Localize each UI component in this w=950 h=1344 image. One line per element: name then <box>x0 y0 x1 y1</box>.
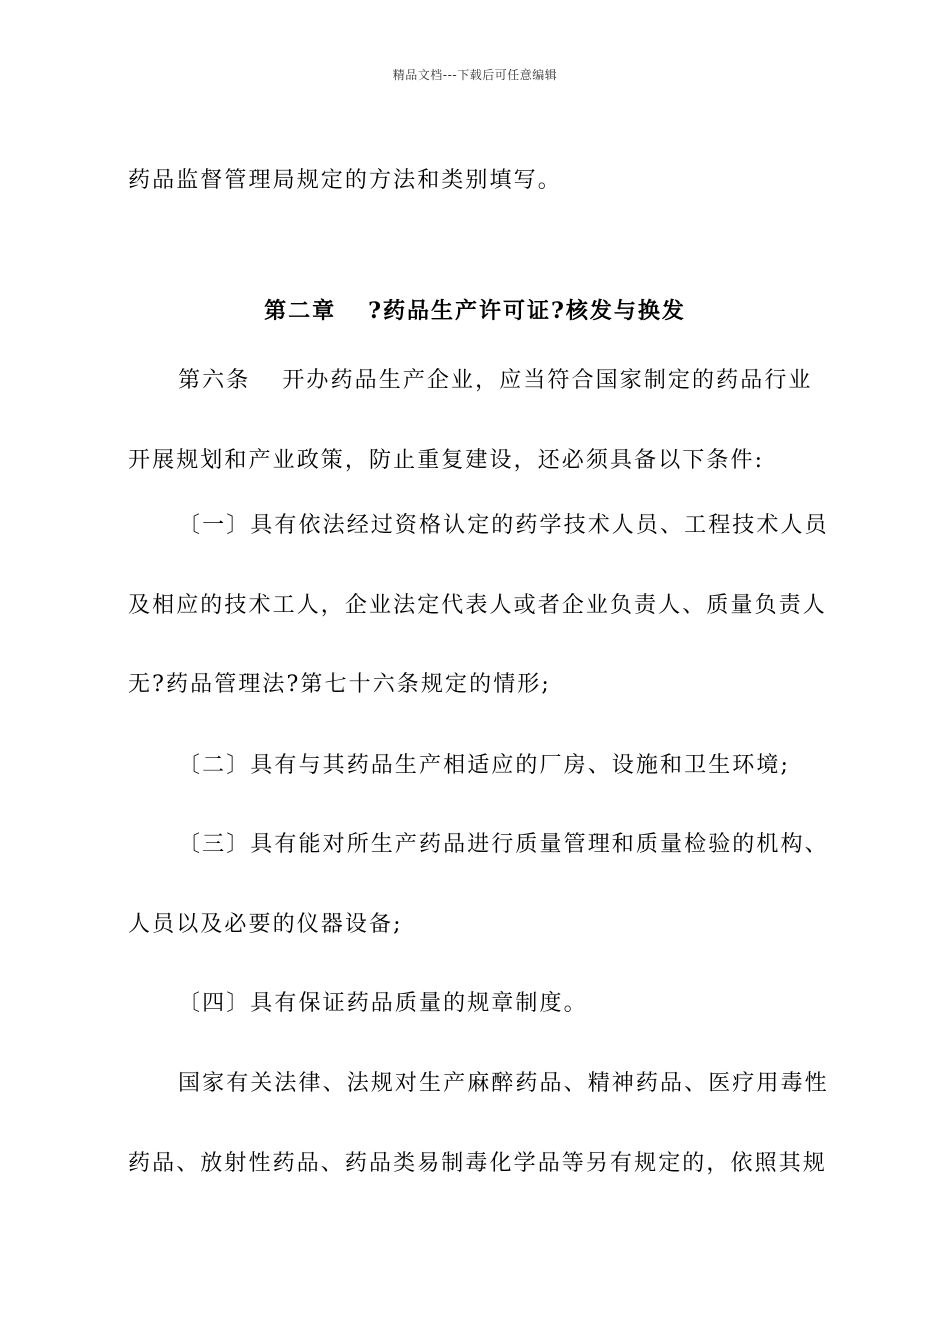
paragraph-line: 〔二〕具有与其药品生产相适应的厂房、设施和卫生环境; <box>178 753 791 778</box>
paragraph-line: 开展规划和产业政策，防止重复建设，还必须具备以下条件: <box>128 448 765 473</box>
paragraph-line: 无?药品管理法?第七十六条规定的情形; <box>128 672 551 697</box>
chapter-title: ?药品生产许可证?核发与换发 <box>368 298 686 324</box>
paragraph-line: 〔三〕具有能对所生产药品进行质量管理和质量检验的机构、 <box>178 832 829 857</box>
paragraph-line: 〔一〕具有依法经过资格认定的药学技术人员、工程技术人员 <box>178 513 829 538</box>
article-number: 第六条 <box>178 368 251 393</box>
article-text: 开办药品生产企业，应当符合国家制定的药品行业 <box>282 368 813 393</box>
paragraph-line: 〔四〕具有保证药品质量的规章制度。 <box>178 991 588 1016</box>
paragraph-line: 国家有关法律、法规对生产麻醉药品、精神药品、医疗用毒性 <box>178 1071 829 1096</box>
page-header: 精品文档---下载后可任意编辑 <box>392 68 558 82</box>
chapter-number: 第二章 <box>264 298 337 324</box>
paragraph-line: 药品、放射性药品、药品类易制毒化学品等另有规定的，依照其规 <box>128 1151 827 1176</box>
paragraph-line: 药品监督管理局规定的方法和类别填写。 <box>128 168 562 193</box>
paragraph-line: 及相应的技术工人，企业法定代表人或者企业负责人、质量负责人 <box>128 593 827 618</box>
article-line <box>128 366 888 396</box>
chapter-heading <box>0 296 950 326</box>
paragraph-line: 人员以及必要的仪器设备; <box>128 912 403 937</box>
